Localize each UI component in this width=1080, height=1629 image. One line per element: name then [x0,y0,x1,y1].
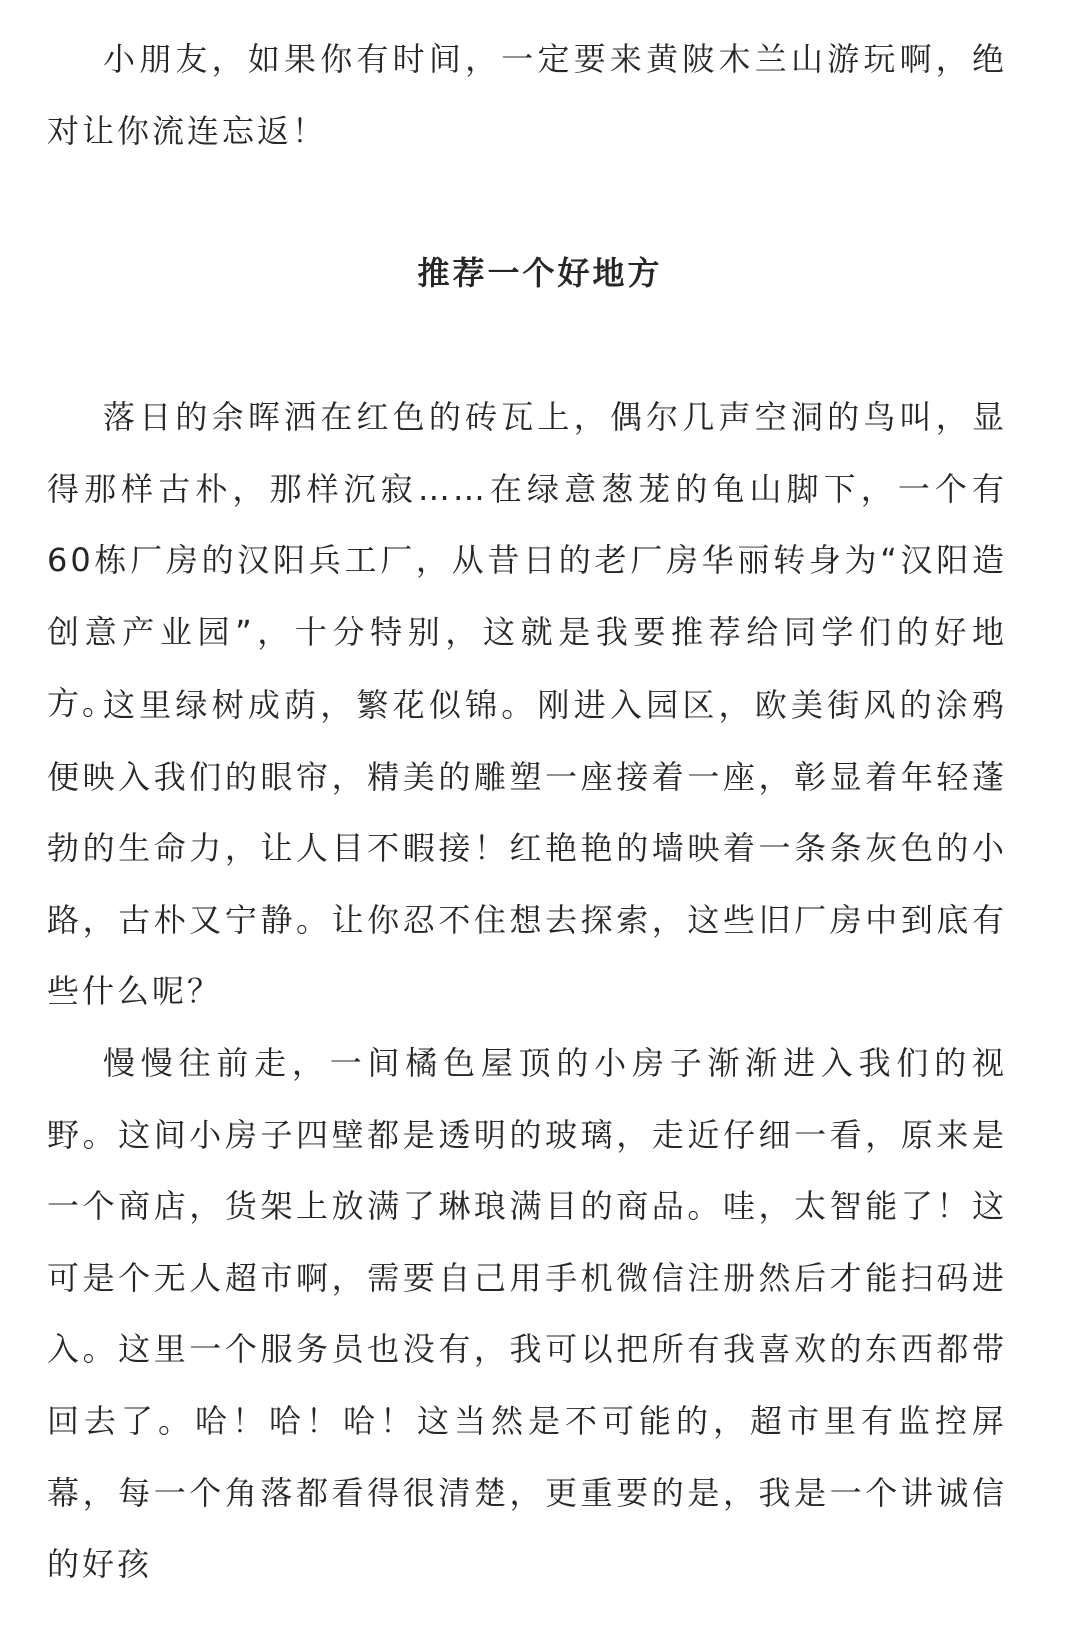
article-title: 推荐一个好地方 [417,254,663,292]
body-paragraph-1: 落日的余晖洒在红色的砖瓦上，偶尔几声空洞的鸟叫，显得那样古朴，那样沉寂……在绿意葱茏的龟山脚下，一个有 60栋厂房的汉阳兵工厂，从昔日的老厂房华丽转身为“汉阳造创意产业园”，十分特别，这就是我要推荐给同学们的好地方。 [47,398,1007,723]
body-paragraph-3: 慢慢往前走，一间橘色屋顶的小房子渐渐进入我们的视野。这间小房子四壁都是透明的玻璃，走近仔细一看，原来是一个商店，货架上放满了琳琅满目的商品。哇，太智能了！这可是个无人超市啊，需要自己用手机微信注册然后才能扫码进入。这里一个服务员也没有，我可以把所有我喜欢的东西都带回去了。哈！哈！哈！这当然是不可能的，超市里有监控屏幕，每一个角落都看得很清楚，更重要的是，我是一个讲诚信的好孩 [47,1044,1007,1584]
body-paragraph-2: 这里绿树成荫，繁花似锦。刚进入园区，欧美街风的涂鸦便映入我们的眼帘，精美的雕塑一座接着一座，彰显着年轻蓬勃的生命力，让人目不暇接！红艳艳的墙映着一条条灰色的小路，古朴又宁静。让你忍不住想去探索，这些旧厂房中到底有些什么呢？ [47,686,1007,1011]
intro-paragraph: 小朋友，如果你有时间，一定要来黄陂木兰山游玩啊，绝对让你流连忘返！ [47,40,1007,150]
